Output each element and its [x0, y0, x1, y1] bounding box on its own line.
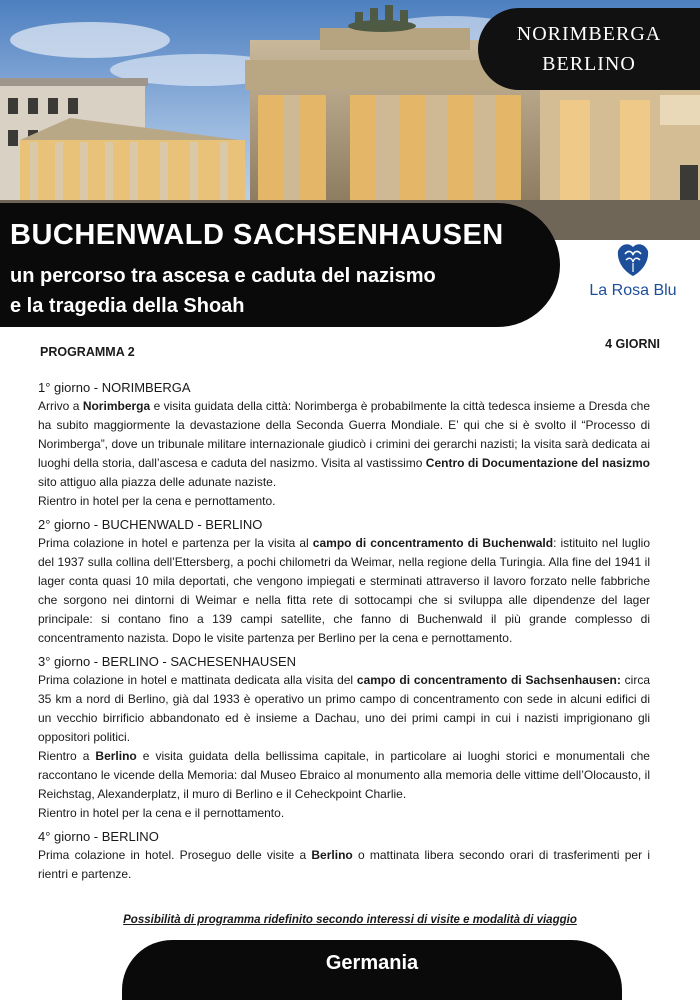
- bold-text: Berlino: [95, 749, 137, 763]
- bold-text: Norimberga: [82, 399, 151, 413]
- program-label: PROGRAMMA 2: [40, 345, 135, 359]
- day-paragraph: [38, 846, 650, 884]
- day-paragraph: [38, 747, 650, 804]
- day-title: 2° giorno - BUCHENWALD - BERLINO: [38, 517, 263, 532]
- text-run: Prima colazione in hotel. Proseguo delle visite a: [38, 848, 312, 862]
- text-run: : istituito nel luglio del 1937 sulla collina dell’Ettersberg, a pochi chilometri da Weimar, nella regione della Turingia. Alla fine del 1941 il lager conta quasi 10 mila deportati, che vengono impiegati e sterminati attraverso il lavoro forzato nelle fabbriche che sorgono nei dintorni di Weimar e nella fitta rete di sottocampi che si sviluppa alle dipendenze del lager principale: si contano fino a 139 campi satellite, che fanno di Buchenwald il più grande complesso di concentramento nazista. Dopo le visite partenza per Berlino per la cena e pernottamento.: [38, 536, 651, 645]
- text-run: o mattinata libera secondo orari di trasferimenti per i rientri e partenze.: [38, 848, 651, 881]
- text-run: Arrivo a: [38, 399, 83, 413]
- text-run: Prima colazione in hotel e mattinata dedicata alla visita del: [38, 673, 357, 687]
- text-run: Rientro a: [38, 749, 96, 763]
- footer-country: Germania: [325, 952, 419, 974]
- day-title: 3° giorno - BERLINO - SACHESENHAUSEN: [38, 654, 297, 669]
- day-paragraph: [38, 397, 650, 492]
- program-duration: 4 GIORNI: [605, 337, 660, 351]
- page-title: BUCHENWALD SACHSENHAUSEN: [10, 219, 504, 251]
- text-run: sito attiguo alla piazza delle adunate naziste.: [38, 475, 277, 489]
- bold-text: campo di concentramento di Sachsenhausen:: [356, 673, 621, 687]
- footer-band: [122, 940, 622, 1000]
- destination-norimberga: NORIMBERGA: [516, 23, 662, 45]
- day-paragraph: [38, 534, 650, 648]
- subtitle-line-2: e la tragedia della Shoah: [10, 295, 245, 317]
- text-run: Prima colazione in hotel e partenza per la visita al: [38, 536, 313, 550]
- text-run: Rientro in hotel per la cena e pernottamento.: [38, 494, 276, 508]
- day-paragraph: [38, 492, 650, 511]
- rose-logo-icon: [616, 240, 650, 278]
- text-run: e visita guidata della città: Norimberga è probabilmente la città tedesca insieme a Dresda che ha subito maggiormente la devastazione della Seconda Guerra Mondiale. E’ qui che si è svolto il “Processo di Norimberga”, dove un tribunale militare internazionale giudicò i crimini dei gerarchi nazisti; la visita sarà dedicata ai luoghi della storia, dall’ascesa e caduta del nasizmo. Visita al vastissimo: [38, 399, 650, 470]
- destination-berlino: BERLINO: [542, 53, 636, 75]
- day-title: 1° giorno - NORIMBERGA: [38, 380, 191, 395]
- day-paragraph: [38, 804, 650, 823]
- page-subtitle: [10, 261, 436, 321]
- bold-text: Centro di Documentazione del nasizmo: [425, 456, 650, 470]
- text-run: e visita guidata della bellissima capitale, in particolare ai luoghi storici e monumentali che raccontano le vicende della Memoria: dal Museo Ebraico al monumento alla memoria delle vittime dell’Olocausto, il Reichstag, Alexanderplatz, il muro di Berlino e il Ceheckpoint Charlie.: [38, 749, 650, 801]
- footnote: Possibilità di programma ridefinito secondo interessi di visite e modalità di viaggio: [123, 914, 577, 926]
- subtitle-line-1: un percorso tra ascesa e caduta del nazismo: [10, 265, 436, 287]
- text-run: Rientro in hotel per la cena e il pernottamento.: [38, 806, 285, 820]
- itinerary: [38, 374, 650, 884]
- logo-name: La Rosa Blu: [589, 282, 677, 299]
- bold-text: campo di concentramento di Buchenwald: [312, 536, 554, 550]
- title-band: [0, 203, 560, 327]
- day-title: 4° giorno - BERLINO: [38, 829, 159, 844]
- text-run: circa 35 km a nord di Berlino, già dal 1933 è operativo un primo campo di concentramento con sede in alcuni edifici di un vecchio birrificio abbandonato ed è insieme a Dachau, uno dei primi campi in cui i nazisti imprigionano gli oppositori politici.: [38, 673, 651, 744]
- bold-text: Berlino: [311, 848, 353, 862]
- la-rosa-blu-logo: [588, 240, 678, 300]
- destinations-badge: [478, 8, 700, 90]
- day-paragraph: [38, 671, 650, 747]
